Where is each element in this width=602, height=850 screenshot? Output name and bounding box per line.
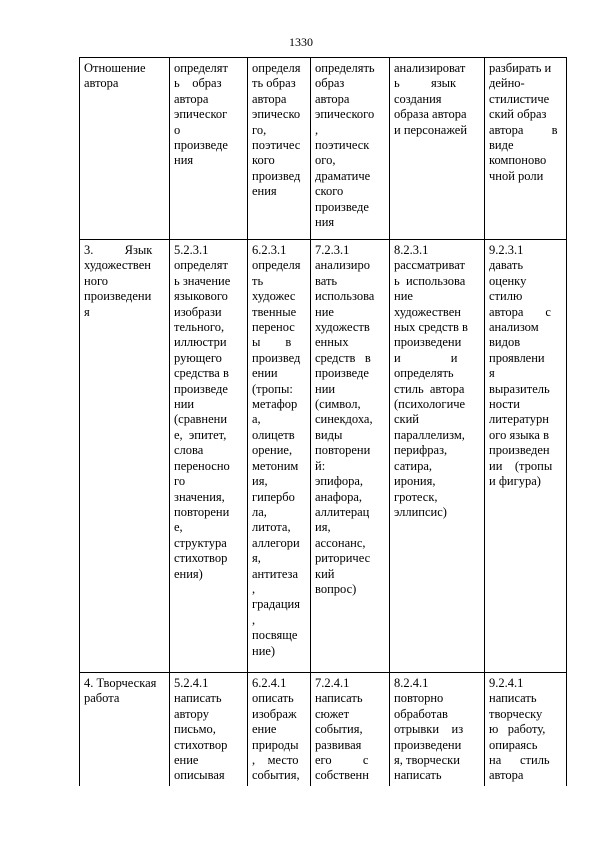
grade-7-cell: 7.2.4.1 написать сюжет события, развивая его с собственн [311,673,390,787]
grade-5-cell: определят ь образ автора эпическог о произведе ния [170,58,248,240]
grade-9-cell: 9.2.4.1 написать творческу ю работу, опираясь на стиль автора [485,673,567,787]
grade-7-cell: определять образ автора эпического , поэтическ ого, драматиче ского произведе ния [311,58,390,240]
grade-7-cell: 7.2.3.1 анализиро вать использова ние художеств енных средств в произведе нии (символ, синекдоха, виды повторени й: эпифора, анафора, аллитерац ия, ассонанс, риторичес кий вопрос) [311,240,390,673]
page-number: 1330 [289,35,313,49]
grade-9-cell: 9.2.3.1 давать оценку стилю автора с анализом видов проявлени я выразитель ности литературн ого языка в произведен ии (тропы и фигура) [485,240,567,673]
grade-8-cell: анализироват ь язык создания образа автора и персонажей [390,58,485,240]
grade-9-cell: разбирать и дейно- стилистиче ский образ автора в виде компоново чной роли [485,58,567,240]
curriculum-table [79,57,567,786]
grade-8-cell: 8.2.3.1 рассматриват ь использова ние художествен ных средств в произведени и и определять стиль автора (психологиче ский параллелизм, перифраз, сатира, ирония, гротеск, эллипсис) [390,240,485,673]
row-heading-cell: 3. Язык художествен ного произведени я [80,240,170,673]
grade-5-cell: 5.2.4.1 написать автору письмо, стихотвор ение описывая [170,673,248,787]
grade-6-cell: определя ть образ автора эпическо го, поэтичес кого произвед ения [248,58,311,240]
grade-6-cell: 6.2.4.1 описать изображ ение природы , место события, [248,673,311,787]
grade-8-cell: 8.2.4.1 повторно обработав отрывки из произведени я, творчески написать [390,673,485,787]
row-heading-cell: 4. Творческая работа [80,673,170,787]
table-row [80,58,567,240]
grade-5-cell: 5.2.3.1 определят ь значение языкового изобрази тельного, иллюстри рующего средства в произведе нии (сравнени е, эпитет, слова переносно го значения, повторени е, структура стихотвор ения) [170,240,248,673]
grade-6-cell: 6.2.3.1 определя ть художес твенные перенос ы в произвед ении (тропы: метафор а, олицетв орение, метоним ия, гипербо ла, литота, аллегори я, антитеза , градация , посвяще ние) [248,240,311,673]
row-heading-cell: Отношение автора [80,58,170,240]
table-row [80,240,567,673]
table-row [80,673,567,787]
